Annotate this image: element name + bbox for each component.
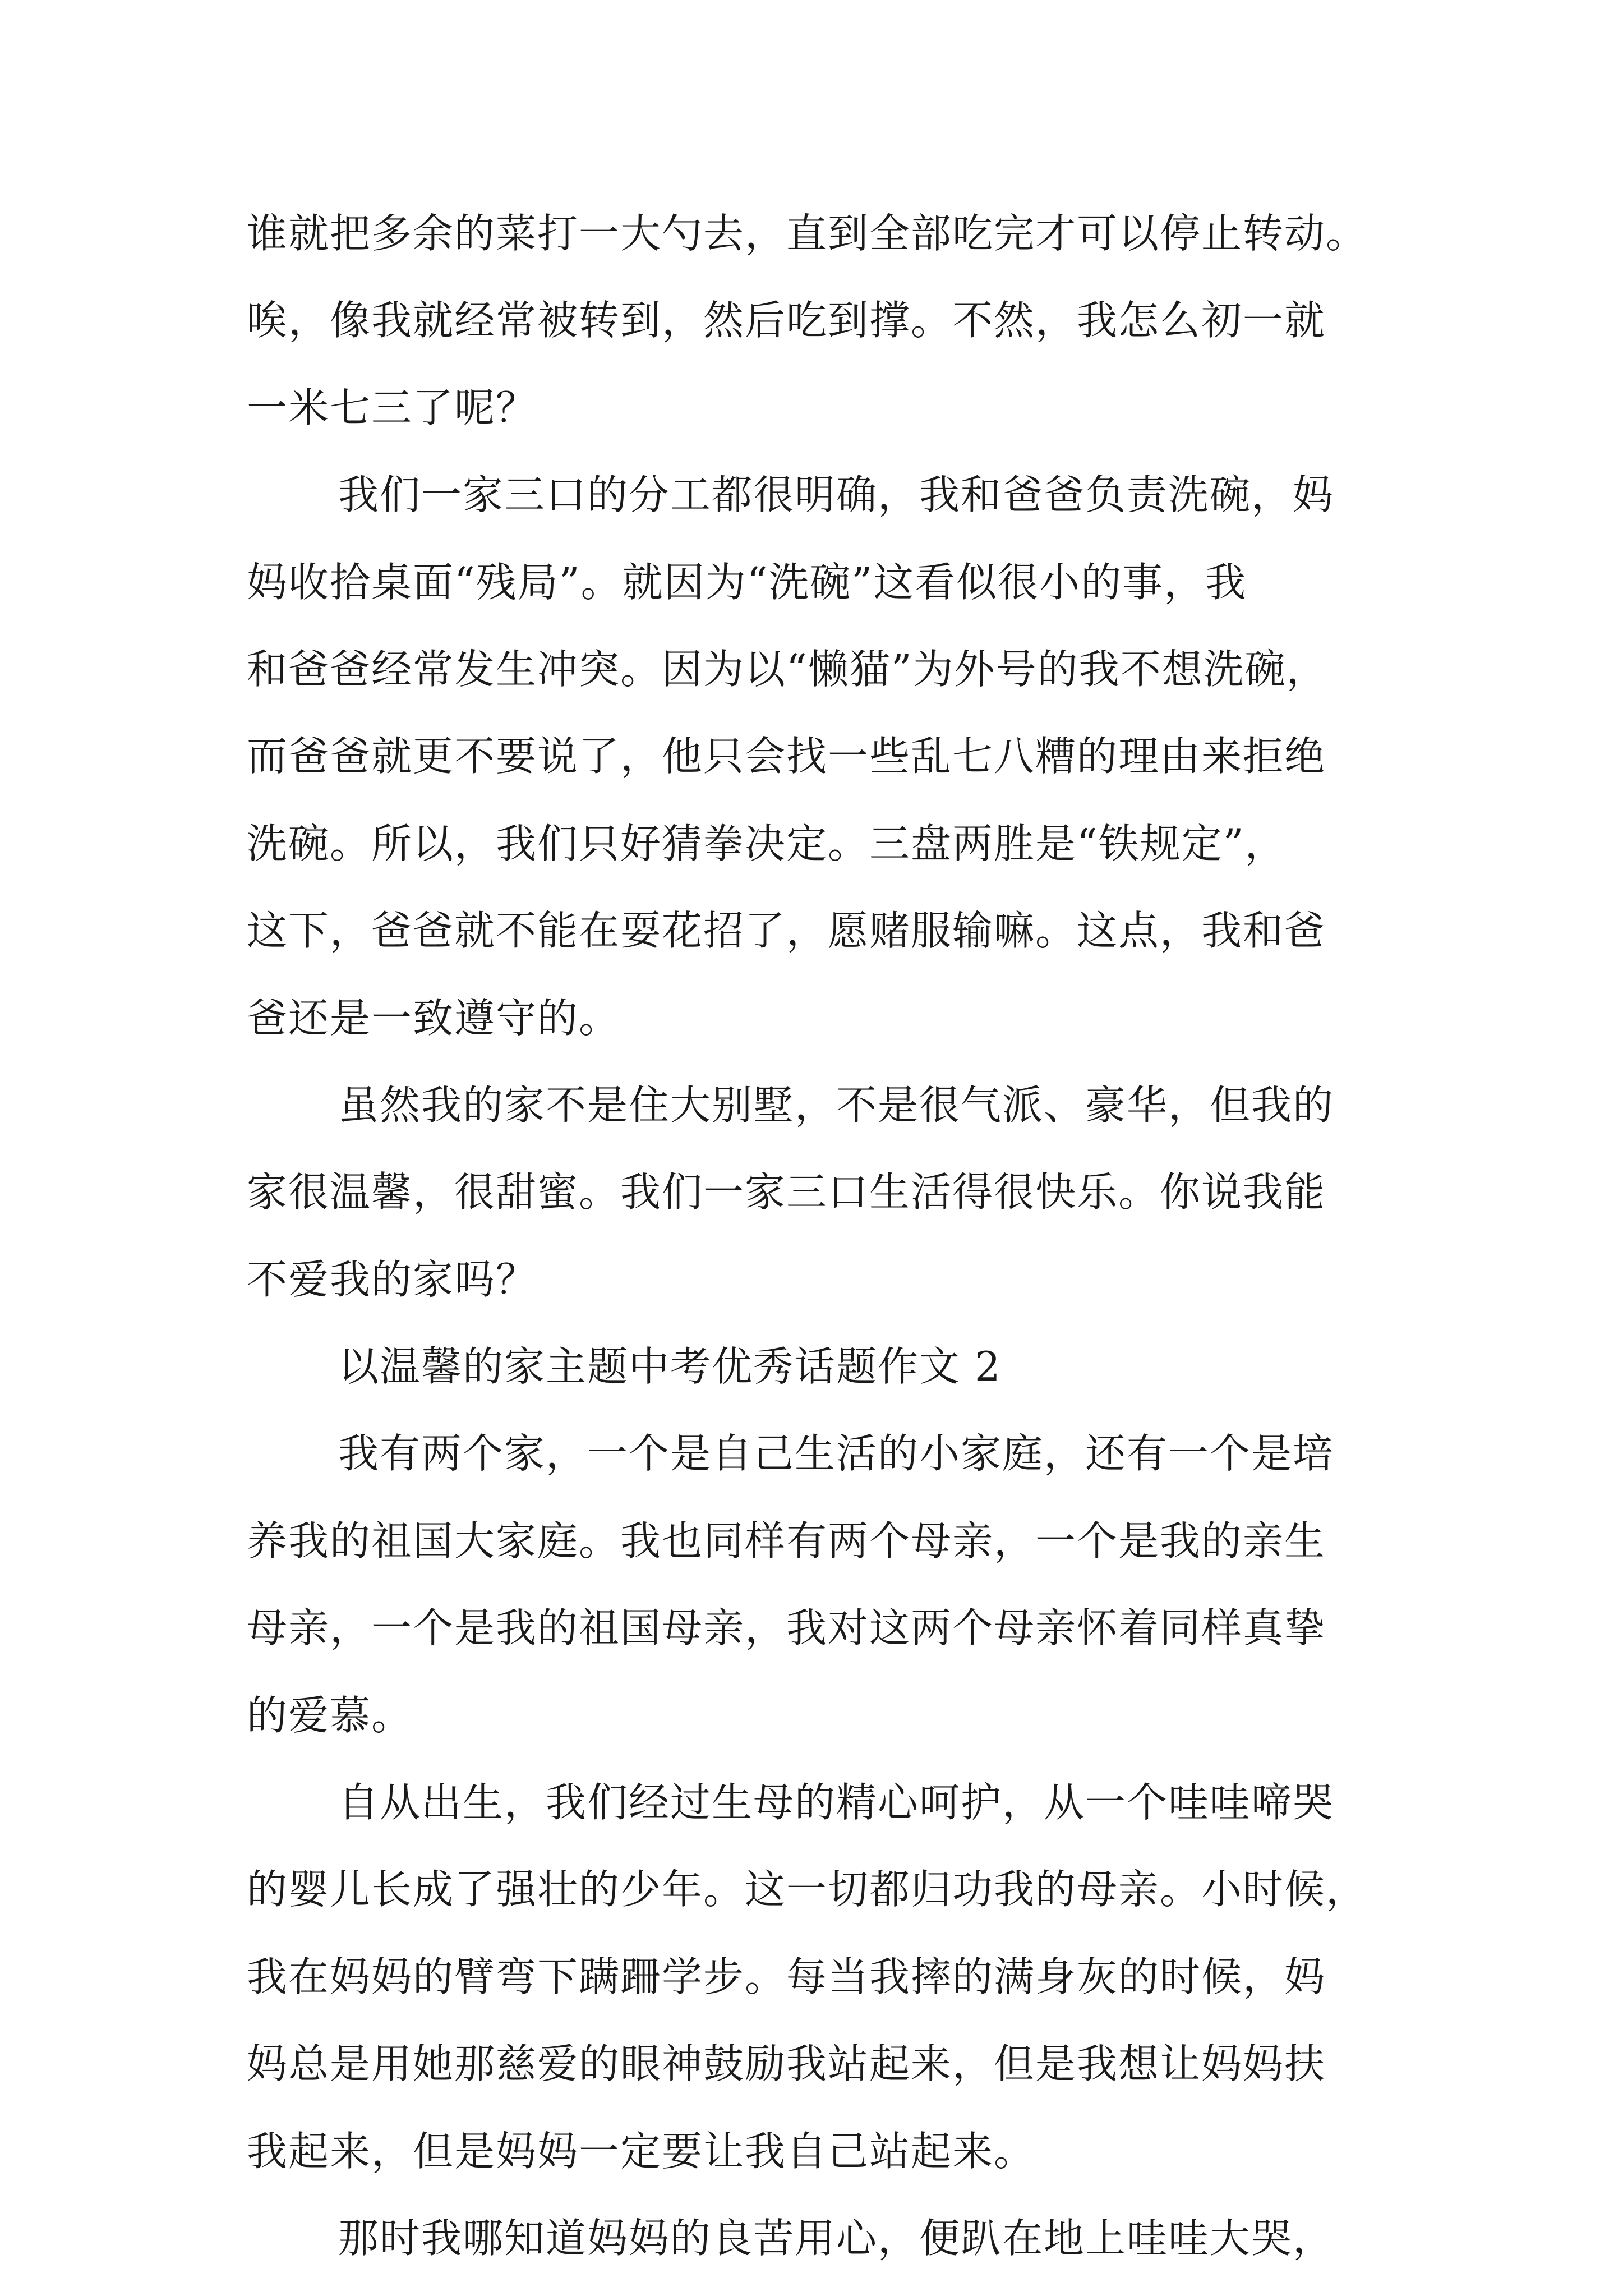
text-line: 的婴儿长成了强壮的少年。这一切都归功我的母亲。小时候， xyxy=(247,1866,1368,1913)
paragraph-first-line: 我有两个家，一个是自己生活的小家庭，还有一个是培 xyxy=(338,1430,1335,1477)
text-line: 我起来，但是妈妈一定要让我自己站起来。 xyxy=(247,2128,1036,2175)
text-line: 的爱慕。 xyxy=(247,1692,413,1739)
text-line: 不爱我的家吗？ xyxy=(247,1256,538,1303)
text-line: 而爸爸就更不要说了，他只会找一些乱七八糟的理由来拒绝 xyxy=(247,733,1326,780)
paragraph-first-line: 那时我哪知道妈妈的良苦用心，便趴在地上哇哇大哭， xyxy=(338,2215,1335,2262)
text-line: 妈总是用她那慈爱的眼神鼓励我站起来，但是我想让妈妈扶 xyxy=(247,2040,1326,2087)
text-line: 爸还是一致遵守的。 xyxy=(247,995,621,1042)
text-line: 洗碗。所以，我们只好猜拳决定。三盘两胜是“铁规定”， xyxy=(247,820,1287,867)
text-line: 和爸爸经常发生冲突。因为以“懒猫”为外号的我不想洗碗， xyxy=(247,646,1328,693)
text-line: 唉，像我就经常被转到，然后吃到撑。不然，我怎么初一就 xyxy=(247,297,1326,344)
text-line: 这下，爸爸就不能在耍花招了，愿赌服输嘛。这点，我和爸 xyxy=(247,907,1326,954)
paragraph-first-line: 我们一家三口的分工都很明确，我和爸爸负责洗碗，妈 xyxy=(338,471,1335,518)
text-line: 我在妈妈的臂弯下蹒跚学步。每当我摔的满身灰的时候，妈 xyxy=(247,1953,1326,2000)
text-line: 一米七三了呢？ xyxy=(247,384,538,431)
text-line: 谁就把多余的菜打一大勺去，直到全部吃完才可以停止转动。 xyxy=(247,210,1368,257)
paragraph-first-line: 虽然我的家不是住大别墅，不是很气派、豪华，但我的 xyxy=(338,1082,1335,1129)
text-line: 家很温馨，很甜蜜。我们一家三口生活得很快乐。你说我能 xyxy=(247,1168,1326,1216)
section-heading: 以温馨的家主题中考优秀话题作文 2 xyxy=(338,1343,1002,1390)
text-line: 养我的祖国大家庭。我也同样有两个母亲，一个是我的亲生 xyxy=(247,1517,1326,1565)
paragraph-first-line: 自从出生，我们经过生母的精心呵护，从一个哇哇啼哭 xyxy=(338,1779,1335,1826)
text-line: 母亲，一个是我的祖国母亲，我对这两个母亲怀着同样真挚 xyxy=(247,1604,1326,1651)
text-line: 妈收拾桌面“残局”。就因为“洗碗”这看似很小的事，我 xyxy=(247,559,1247,606)
